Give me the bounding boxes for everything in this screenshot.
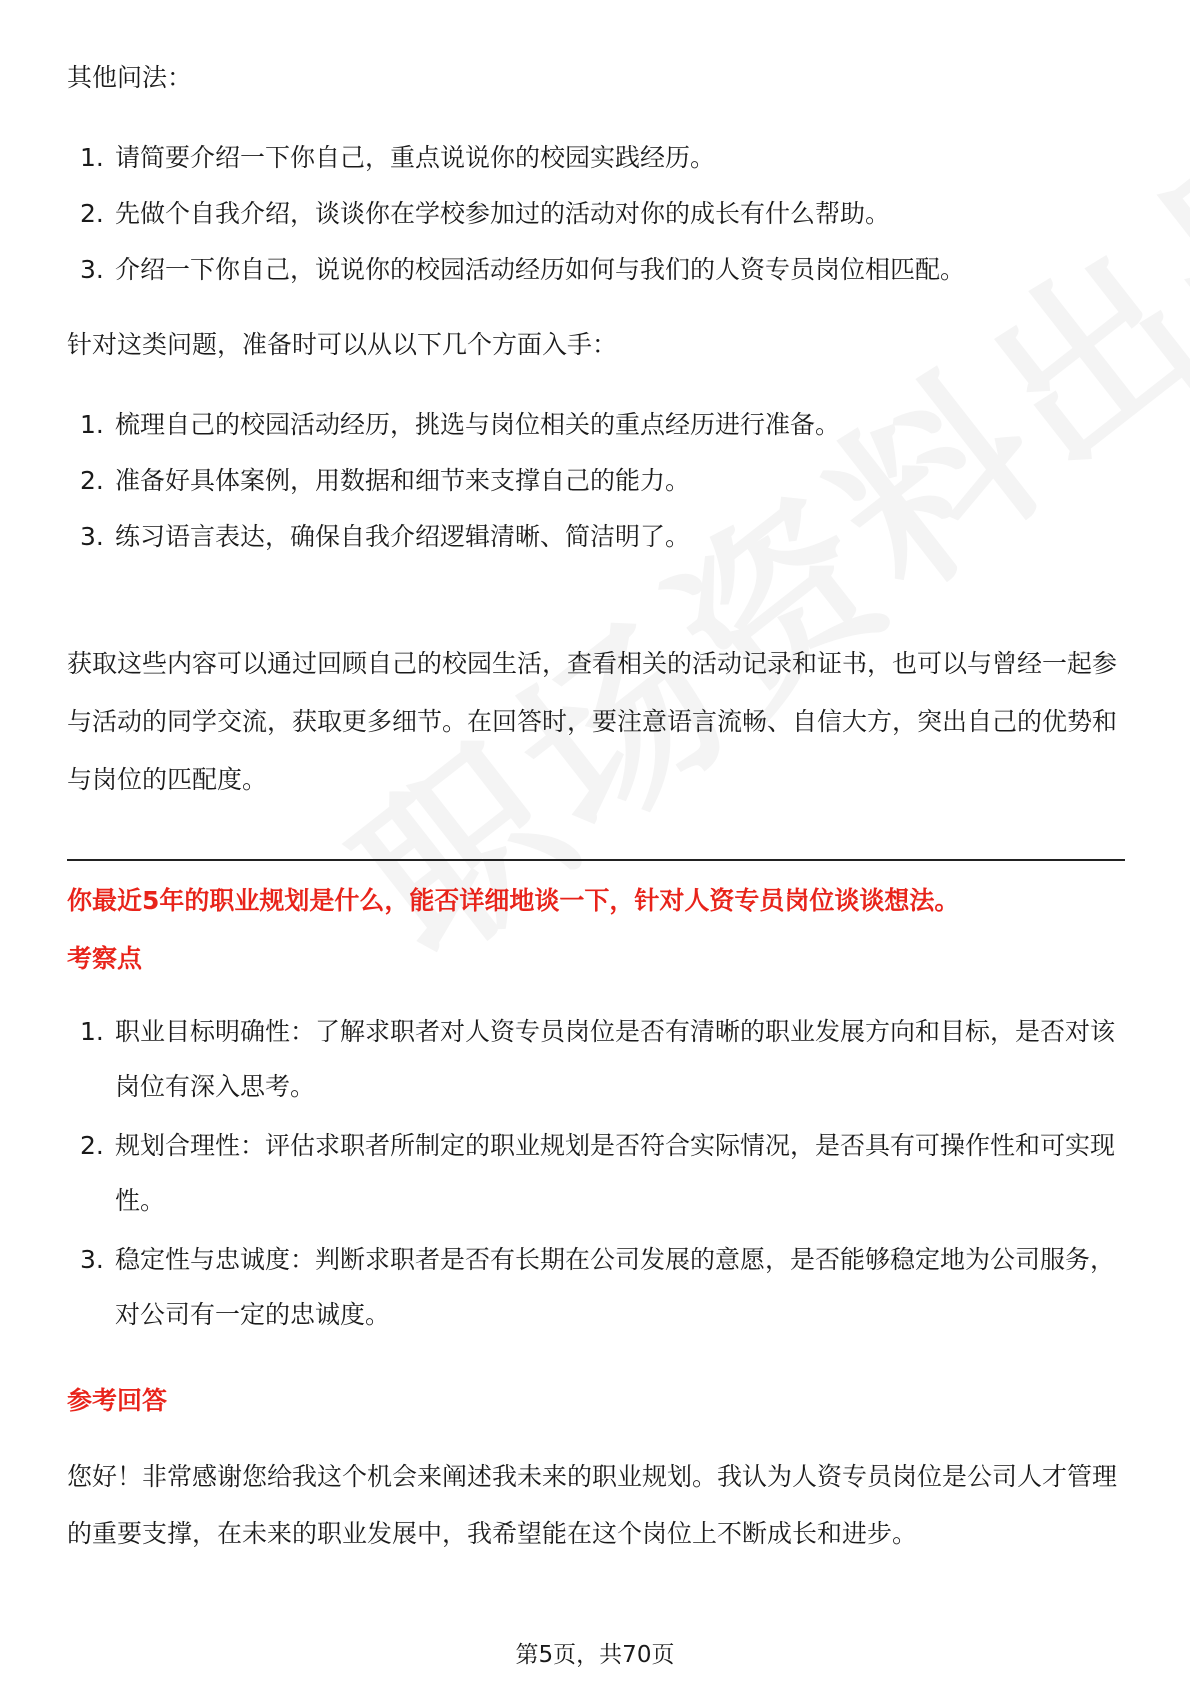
other-ways-title: 其他问法：: [67, 63, 193, 92]
list-item: 3. 介绍一下你自己，说说你的校园活动经历如何与我们的人资专员岗位相匹配。: [80, 255, 966, 284]
other-ways-list: [67, 130, 1127, 298]
prep-conclusion: 获取这些内容可以通过回顾自己的校园生活，查看相关的活动记录和证书，也可以与曾经一起参与活动的同学交流，获取更多细节。在回答时，要注意语言流畅、自信大方，突出自己的优势和与岗位的匹配度。: [67, 649, 1118, 794]
answer-heading: 参考回答: [67, 1386, 168, 1415]
focus-heading: 考察点: [67, 944, 143, 973]
list-item: 1. 梳理自己的校园活动经历，挑选与岗位相关的重点经历进行准备。: [80, 410, 841, 439]
list-item: 3. 稳定性与忠诚度：判断求职者是否有长期在公司发展的意愿，是否能够稳定地为公司服务，对公司有一定的忠诚度。: [80, 1245, 1116, 1329]
question-title: 你最近5年的职业规划是什么，能否详细地谈一下，针对人资专员岗位谈谈想法。: [67, 886, 960, 915]
answer-text: 您好！非常感谢您给我这个机会来阐述我未来的职业规划。我认为人资专员岗位是公司人才管理的重要支撑，在未来的职业发展中，我希望能在这个岗位上不断成长和进步。: [67, 1462, 1118, 1548]
focus-list: [67, 1004, 1127, 1346]
section-divider: [67, 859, 1125, 861]
page-footer: 第5页，共70页: [515, 1642, 675, 1668]
prep-list: [67, 397, 1127, 565]
list-item: 1. 职业目标明确性：了解求职者对人资专员岗位是否有清晰的职业发展方向和目标，是否对该岗位有深入思考。: [80, 1017, 1116, 1101]
list-item: 2. 规划合理性：评估求职者所制定的职业规划是否符合实际情况，是否具有可操作性和可实现性。: [80, 1131, 1116, 1215]
list-item: 2. 先做个自我介绍，谈谈你在学校参加过的活动对你的成长有什么帮助。: [80, 199, 891, 228]
list-item: 2. 准备好具体案例，用数据和细节来支撑自己的能力。: [80, 466, 691, 495]
prep-intro: 针对这类问题，准备时可以从以下几个方面入手：: [67, 330, 618, 359]
list-item: 3. 练习语言表达，确保自我介绍逻辑清晰、简洁明了。: [80, 522, 691, 551]
list-item: 1. 请简要介绍一下你自己，重点说说你的校园实践经历。: [80, 143, 716, 172]
